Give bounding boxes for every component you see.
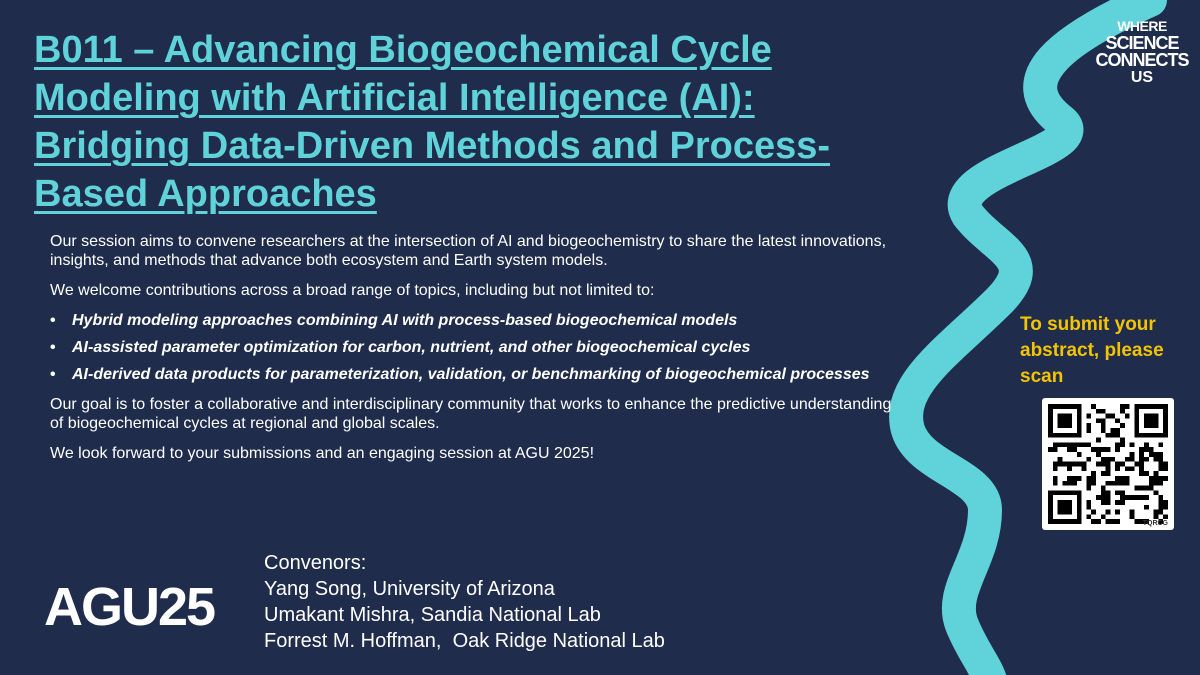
submit-instructions: To submit your abstract, please scan [1020, 314, 1164, 387]
qr-code[interactable] [1042, 398, 1174, 530]
topic-item: • AI-derived data products for parameterization, validation, or benchmarking of biogeochemical processes [50, 365, 900, 384]
tagline-line: CONNECTS [1095, 50, 1189, 70]
intro-paragraph: Our session aims to convene researchers at the intersection of AI and biogeochemistry to share the latest innovations, insights, and methods that advance both ecosystem and Earth system models. [50, 233, 887, 269]
session-title[interactable]: B011 – Advancing Biogeochemical Cycle Modeling with Artificial Intelligence (AI): Bridging Data-Driven Methods and Process-Based Approaches [34, 29, 831, 215]
topic-item: • AI-assisted parameter optimization for carbon, nutrient, and other biogeochemical cycles [50, 338, 900, 357]
convenor-name: Yang Song, University of Arizona [264, 578, 555, 600]
welcome-paragraph: We welcome contributions across a broad range of topics, including but not limited to: [50, 282, 655, 299]
topic-list [50, 311, 900, 384]
convenor-name: Umakant Mishra, Sandia National Lab [264, 604, 601, 626]
tagline-line: US [1130, 69, 1154, 86]
convenor-name: Forrest M. Hoffman, Oak Ridge National Lab [264, 630, 665, 652]
where-science-connects-us-logo [1082, 18, 1200, 86]
goal-paragraph: Our goal is to foster a collaborative and interdisciplinary community that works to enhance the predictive understanding of biogeochemical cycles at regional and global scales. [50, 396, 892, 432]
agu25-logo: AGU25 [44, 577, 215, 637]
qr-brand-label: TQRCG [1142, 520, 1168, 527]
closing-paragraph: We look forward to your submissions and an engaging session at AGU 2025! [50, 445, 595, 462]
session-description [50, 232, 900, 474]
topic-item: • Hybrid modeling approaches combining AI with process-based biogeochemical models [50, 311, 900, 330]
tagline-line: SCIENCE [1105, 33, 1179, 53]
tagline-line: WHERE [1117, 18, 1167, 34]
convenors-block [264, 550, 884, 654]
qr-code-icon [1048, 404, 1168, 524]
convenors-heading: Convenors: [264, 552, 367, 574]
